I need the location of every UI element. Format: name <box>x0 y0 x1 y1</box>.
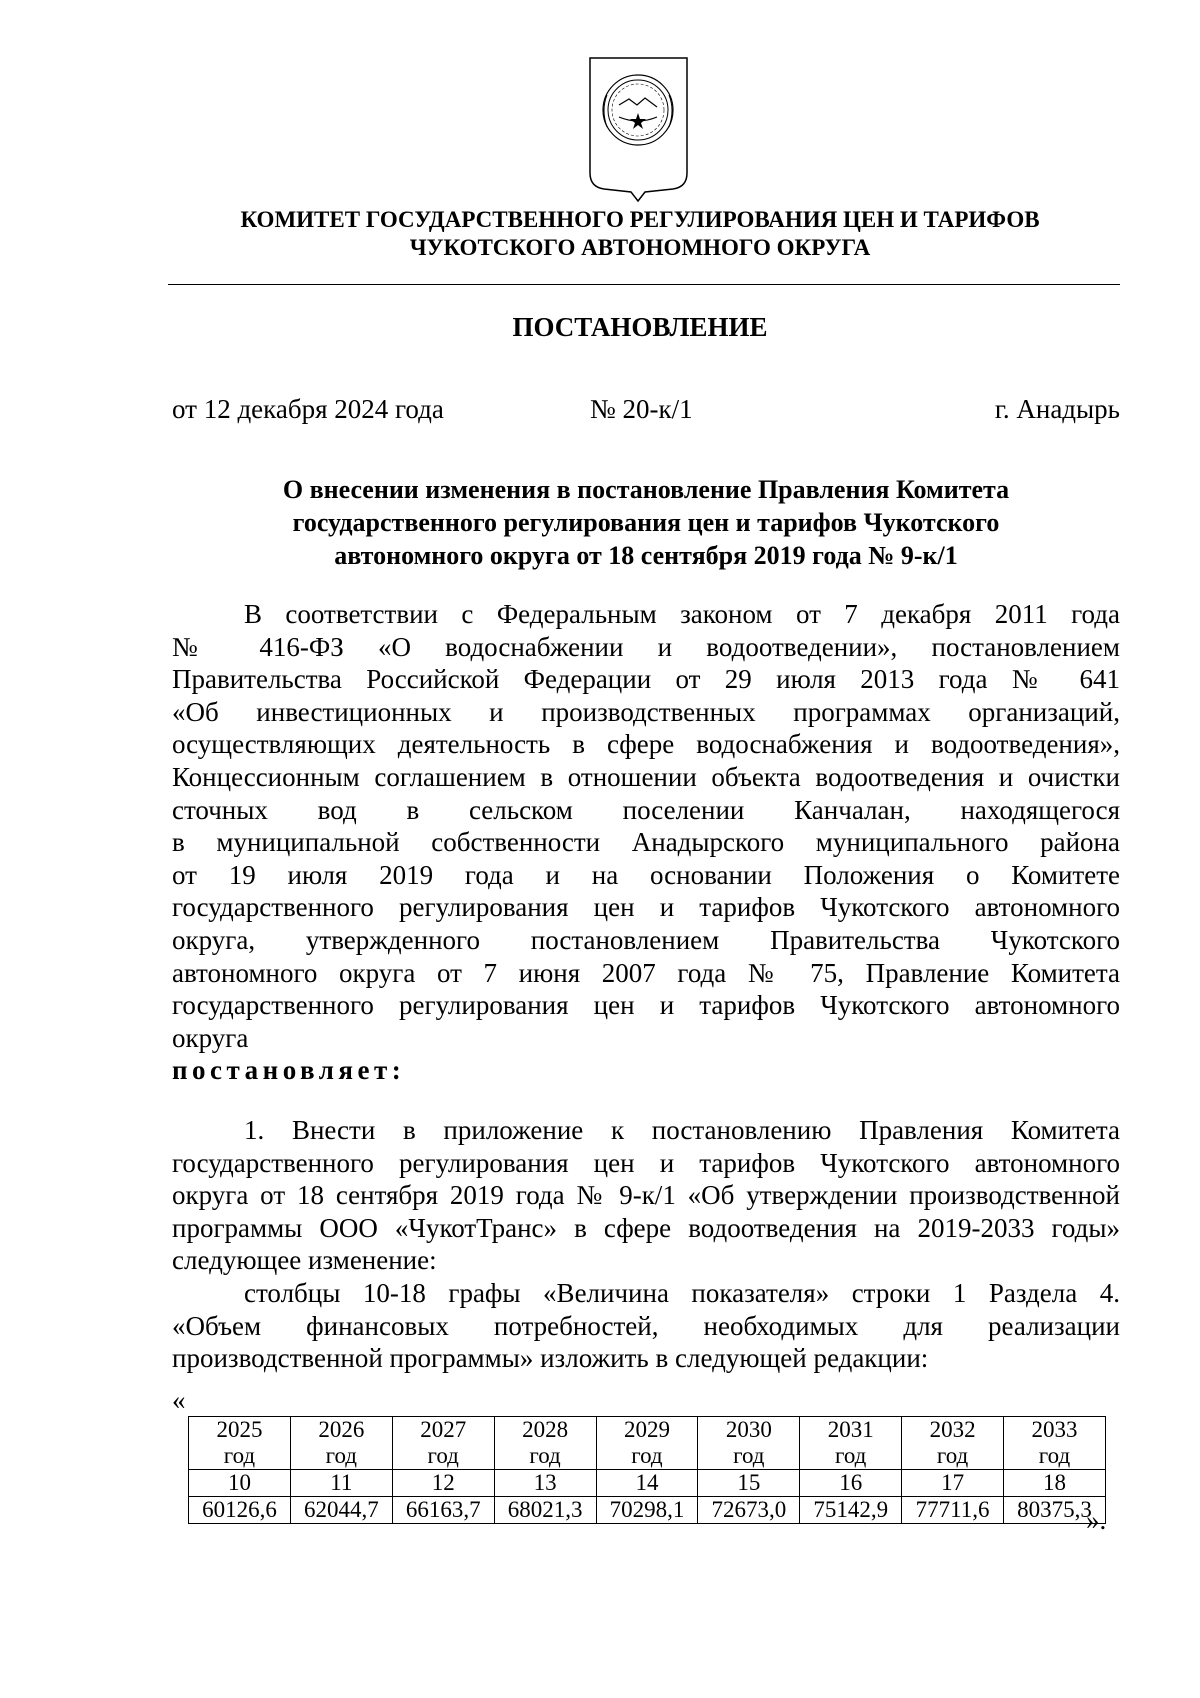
year-cell: 2033 год <box>1004 1417 1106 1470</box>
preamble-line: государственного регулирования цен и тарифов Чукотского автономного <box>172 990 1120 1021</box>
column-number-cell: 12 <box>392 1470 494 1497</box>
value-cell: 70298,1 <box>596 1497 698 1524</box>
column-number-cell: 10 <box>189 1470 291 1497</box>
item-sub-line: производственной программы» изложить в следующей редакции: <box>172 1343 929 1374</box>
value-cell: 68021,3 <box>494 1497 596 1524</box>
table-row-values <box>189 1497 1106 1524</box>
document-title-line: автономного округа от 18 сентября 2019 года № 9-к/1 <box>334 541 958 570</box>
quote-close: ». <box>1086 1505 1107 1535</box>
organization-name-line2: ЧУКОТСКОГО АВТОНОМНОГО ОКРУГА <box>409 235 871 260</box>
document-type-heading: ПОСТАНОВЛЕНИЕ <box>512 312 768 342</box>
preamble-line: Концессионным соглашением в отношении объекта водоотведения и очистки <box>172 762 1120 792</box>
financial-needs-table <box>188 1416 1106 1524</box>
organization-name-line1: КОМИТЕТ ГОСУДАРСТВЕННОГО РЕГУЛИРОВАНИЯ ЦЕН И ТАРИФОВ <box>240 207 1040 232</box>
preamble-line: Правительства Российской Федерации от 29 июля 2013 года № 641 <box>172 664 1120 695</box>
preamble-line: округа <box>172 1022 249 1053</box>
column-number-cell: 11 <box>290 1470 392 1497</box>
item-line: следующее изменение: <box>172 1245 437 1276</box>
table-row-column-numbers <box>189 1470 1106 1497</box>
year-cell: 2028 год <box>494 1417 596 1470</box>
document-title-line: О внесении изменения в постановление Правления Комитета <box>282 475 1010 504</box>
document-date: от 12 декабря 2024 года <box>172 394 444 424</box>
item-sub-line: «Объем финансовых потребностей, необходимых для реализации <box>172 1310 1120 1341</box>
item-line: государственного регулирования цен и тарифов Чукотского автономного <box>172 1147 1120 1178</box>
coat-of-arms-emblem <box>587 55 690 205</box>
preamble-line: осуществляющих деятельность в сфере водоснабжения и водоотведения», <box>172 729 1120 760</box>
table-row-years <box>189 1417 1106 1470</box>
document-number: № 20-к/1 <box>590 394 693 424</box>
value-cell: 62044,7 <box>290 1497 392 1524</box>
preamble-line: от 19 июля 2019 года и на основании Положения о Комитете <box>172 859 1120 890</box>
preamble-line: в муниципальной собственности Анадырского муниципального района <box>172 827 1120 858</box>
year-cell: 2032 год <box>902 1417 1004 1470</box>
value-cell: 60126,6 <box>189 1497 291 1524</box>
item-sub-line: столбцы 10-18 графы «Величина показателя» строки 1 Раздела 4. <box>244 1278 1120 1308</box>
header-divider <box>168 284 1120 285</box>
preamble-line: «Об инвестиционных и производственных программах организаций, <box>172 696 1120 727</box>
resolves-keyword: постановляет: <box>172 1055 406 1086</box>
year-cell: 2029 год <box>596 1417 698 1470</box>
document-title <box>172 473 1120 572</box>
preamble-line: государственного регулирования цен и тарифов Чукотского автономного <box>172 892 1120 923</box>
column-number-cell: 16 <box>800 1470 902 1497</box>
preamble-line: автономного округа от 7 июня 2007 года № 75, Правление Комитета <box>172 957 1120 988</box>
preamble-line: сточных вод в сельском поселении Канчалан, находящегося <box>172 794 1120 825</box>
item-line: программы ООО «ЧукотТранс» в сфере водоотведения на 2019-2033 годы» <box>172 1212 1120 1243</box>
quote-open: « <box>172 1385 186 1415</box>
value-cell: 72673,0 <box>698 1497 800 1524</box>
value-cell: 80375,3 <box>1004 1497 1106 1524</box>
value-cell: 75142,9 <box>800 1497 902 1524</box>
document-city: г. Анадырь <box>994 394 1120 424</box>
item-line: 1. Внести в приложение к постановлению Правления Комитета <box>244 1115 1120 1145</box>
year-cell: 2027 год <box>392 1417 494 1470</box>
preamble-line: округа, утвержденного постановлением Правительства Чукотского <box>172 925 1120 955</box>
column-number-cell: 14 <box>596 1470 698 1497</box>
column-number-cell: 13 <box>494 1470 596 1497</box>
column-number-cell: 15 <box>698 1470 800 1497</box>
year-cell: 2031 год <box>800 1417 902 1470</box>
column-number-cell: 18 <box>1004 1470 1106 1497</box>
year-cell: 2030 год <box>698 1417 800 1470</box>
document-title-line: государственного регулирования цен и тарифов Чукотского <box>292 508 1000 537</box>
column-number-cell: 17 <box>902 1470 1004 1497</box>
year-cell: 2025 год <box>189 1417 291 1470</box>
value-cell: 66163,7 <box>392 1497 494 1524</box>
year-cell: 2026 год <box>290 1417 392 1470</box>
value-cell: 77711,6 <box>902 1497 1004 1524</box>
preamble-line: В соответствии с Федеральным законом от 7 декабря 2011 года <box>244 599 1120 629</box>
item-line: округа от 18 сентября 2019 года № 9-к/1 «Об утверждении производственной <box>172 1180 1120 1211</box>
preamble-line: № 416-ФЗ «О водоснабжении и водоотведении», постановлением <box>172 631 1120 662</box>
